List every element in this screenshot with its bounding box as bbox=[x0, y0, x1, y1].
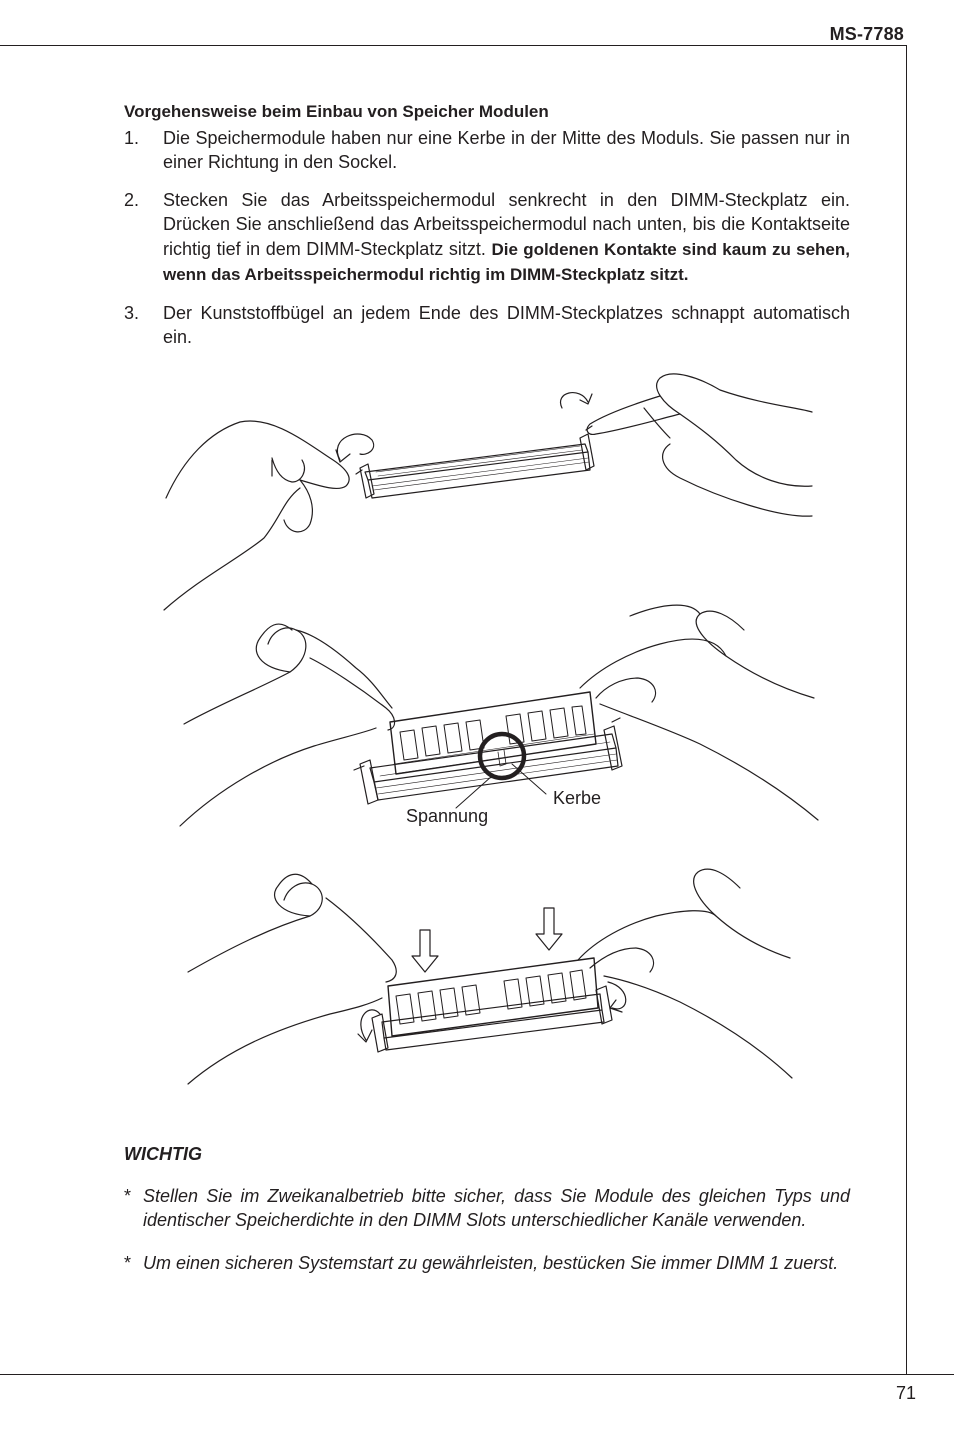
section-heading: Vorgehensweise beim Einbau von Speicher Modulen bbox=[124, 102, 549, 121]
dimm-illustration bbox=[160, 368, 820, 1090]
header-rule bbox=[0, 45, 907, 46]
step-number: 3. bbox=[124, 302, 140, 323]
step-text: Stecken Sie das Arbeitsspeichermodul senkrecht in den DIMM-Steckplatz ein. Drücken Sie anschließend das Arbeitsspeichermodul nach unten, bis die Kontaktseite richtig tief in dem DIMM-Steckplatz sitzt. bbox=[163, 189, 850, 259]
step-2 bbox=[124, 188, 850, 288]
page-number: 71 bbox=[895, 1383, 916, 1403]
footer-rule bbox=[0, 1374, 954, 1375]
step-emphasis: Die goldenen Kontakte sind kaum zu sehen, wenn das Arbeitsspeichermodul richtig im DIMM-Steckplatz sitzt. bbox=[163, 239, 850, 284]
step-text: Die Speichermodule haben nur eine Kerbe in der Mitte des Moduls. Sie passen nur in einer Richtung in den Sockel. bbox=[163, 127, 850, 172]
note-item bbox=[124, 1251, 850, 1276]
margin-rule bbox=[906, 45, 907, 1375]
dimm-installation-figure bbox=[160, 368, 820, 1090]
voltage-label: Spannung bbox=[406, 806, 489, 826]
panel-press-down bbox=[188, 869, 792, 1084]
installation-section bbox=[124, 100, 850, 363]
model-label: MS-7788 bbox=[829, 24, 904, 44]
step-text: Der Kunststoffbügel an jedem Ende des DIMM-Steckplatzes schnappt automatisch ein. bbox=[163, 302, 850, 347]
step-3 bbox=[124, 301, 850, 350]
step-1 bbox=[124, 126, 850, 175]
note-bullet: * bbox=[124, 1252, 132, 1273]
note-item bbox=[124, 1184, 850, 1233]
note-title: WICHTIG bbox=[124, 1144, 202, 1164]
note-text: Um einen sicheren Systemstart zu gewährleisten, bestücken Sie immer DIMM 1 zuerst. bbox=[143, 1252, 839, 1273]
note-bullet: * bbox=[124, 1185, 132, 1206]
step-number: 2. bbox=[124, 189, 140, 210]
important-note bbox=[124, 1142, 850, 1293]
notch-label: Kerbe bbox=[553, 788, 602, 808]
panel-insert-module bbox=[180, 605, 818, 826]
note-text: Stellen Sie im Zweikanalbetrieb bitte sicher, dass Sie Module des gleichen Typs und identischer Speicherdichte in den DIMM Slots unterschiedlicher Kanäle verwenden. bbox=[143, 1185, 850, 1230]
panel-open-clips bbox=[164, 374, 812, 610]
step-number: 1. bbox=[124, 127, 140, 148]
